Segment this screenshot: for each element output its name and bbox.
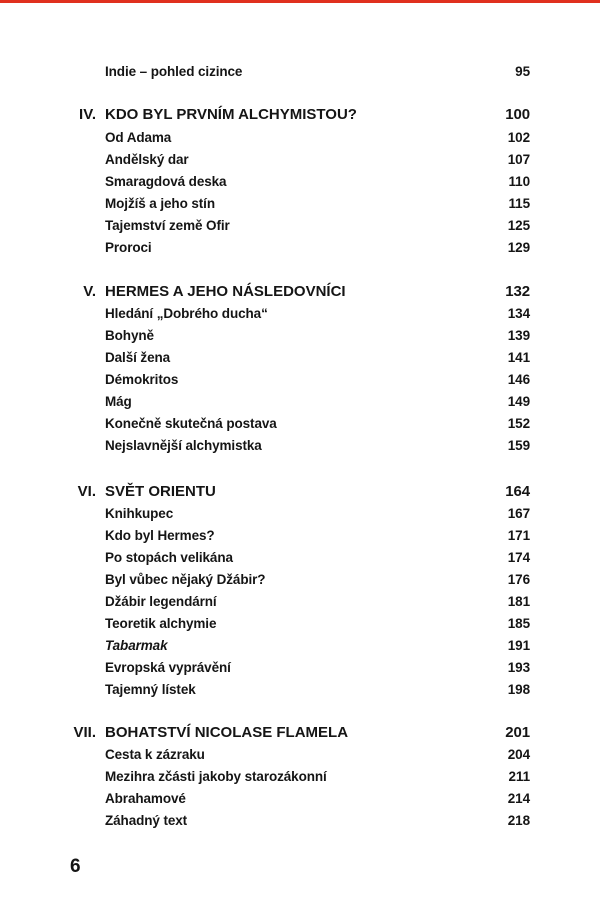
page-reference: 134 [507, 306, 530, 321]
page-reference: 185 [507, 616, 530, 631]
toc-entry-row [0, 303, 600, 325]
toc-entry-row [0, 525, 600, 547]
toc-entry-row [0, 635, 600, 657]
page-reference: 211 [508, 769, 530, 784]
section-title: Mág [105, 394, 132, 409]
section-title: Mojžíš a jeho stín [105, 196, 215, 211]
page-reference: 191 [507, 638, 530, 653]
toc-entry-row [0, 391, 600, 413]
top-red-rule [0, 0, 600, 3]
section-title: Evropská vyprávění [105, 660, 231, 675]
page-reference: 164 [505, 483, 530, 500]
page-reference: 171 [507, 528, 530, 543]
toc-entry-row [0, 547, 600, 569]
page-reference: 95 [515, 64, 530, 79]
section-title: Indie – pohled cizince [105, 64, 243, 79]
page-reference: 181 [507, 594, 530, 609]
page-reference: 132 [505, 283, 530, 300]
page-reference: 159 [507, 438, 530, 453]
section-title: Teoretik alchymie [105, 616, 217, 631]
page-reference: 193 [507, 660, 530, 675]
page-reference: 176 [507, 572, 530, 587]
page-reference: 218 [507, 813, 530, 828]
chapter-number: VII. [73, 724, 96, 741]
page-reference: 115 [508, 196, 530, 211]
section-title: Další žena [105, 350, 171, 365]
toc-chapter-row [0, 104, 600, 126]
section-title: Od Adama [105, 130, 172, 145]
toc-chapter-row [0, 481, 600, 503]
toc-entry-row [0, 503, 600, 525]
section-title: Andělský dar [105, 152, 189, 167]
toc-entry-row [0, 127, 600, 149]
section-title: Po stopách velikána [105, 550, 233, 565]
toc-entry-row [0, 171, 600, 193]
toc-entry-row [0, 766, 600, 788]
section-title: Nejslavnější alchymistka [105, 438, 262, 453]
toc-chapter-row [0, 281, 600, 303]
section-title: Démokritos [105, 372, 179, 387]
section-title: Džábir legendární [105, 594, 217, 609]
section-title: Bohyně [105, 328, 154, 343]
page-reference: 146 [507, 372, 530, 387]
toc-entry-row [0, 613, 600, 635]
section-title: Cesta k zázraku [105, 747, 205, 762]
toc-entry-row [0, 679, 600, 701]
toc-entry-row [0, 193, 600, 215]
section-title: Kdo byl Hermes? [105, 528, 215, 543]
chapter-number: V. [83, 283, 96, 300]
page-reference: 141 [507, 350, 530, 365]
chapter-title: BOHATSTVÍ NICOLASE FLAMELA [105, 724, 349, 741]
toc-entry-row [0, 347, 600, 369]
page-reference: 125 [507, 218, 530, 233]
page-reference: 100 [505, 106, 530, 123]
toc-entry-row [0, 569, 600, 591]
section-title: Záhadný text [105, 813, 188, 828]
toc-entry-row [0, 369, 600, 391]
page-reference: 139 [507, 328, 530, 343]
toc-entry-row [0, 591, 600, 613]
page-reference: 149 [507, 394, 530, 409]
toc-entry-row [0, 61, 600, 83]
page-reference: 174 [507, 550, 530, 565]
page-reference: 167 [507, 506, 530, 521]
toc-entry-row [0, 325, 600, 347]
page-reference: 152 [507, 416, 530, 431]
page-reference: 110 [508, 174, 530, 189]
section-title: Hledání „Dobrého ducha“ [105, 306, 268, 321]
page-reference: 204 [507, 747, 530, 762]
toc-entry-row [0, 788, 600, 810]
toc-entry-row [0, 149, 600, 171]
toc-entry-row [0, 413, 600, 435]
section-title: Konečně skutečná postava [105, 416, 277, 431]
page-reference: 198 [507, 682, 530, 697]
toc-entry-row [0, 435, 600, 457]
chapter-title: KDO BYL PRVNÍM ALCHYMISTOU? [105, 106, 357, 123]
chapter-number: IV. [79, 106, 96, 123]
page-reference: 129 [507, 240, 530, 255]
toc-entry-row [0, 744, 600, 766]
page-number: 6 [70, 856, 81, 877]
toc-entry-row [0, 810, 600, 832]
section-title: Byl vůbec nějaký Džábir? [105, 572, 266, 587]
section-title: Knihkupec [105, 506, 174, 521]
section-title: Tabarmak [105, 638, 168, 653]
section-title: Tajemství země Ofir [105, 218, 230, 233]
chapter-title: SVĚT ORIENTU [105, 483, 216, 500]
chapter-title: HERMES A JEHO NÁSLEDOVNÍCI [105, 283, 346, 300]
toc-entry-row [0, 657, 600, 679]
section-title: Tajemný lístek [105, 682, 196, 697]
section-title: Proroci [105, 240, 152, 255]
chapter-number: VI. [77, 483, 96, 500]
toc-entry-row [0, 215, 600, 237]
page-reference: 214 [507, 791, 530, 806]
section-title: Smaragdová deska [105, 174, 227, 189]
page-reference: 102 [507, 130, 530, 145]
page-reference: 107 [507, 152, 530, 167]
section-title: Abrahamové [105, 791, 186, 806]
section-title: Mezihra zčásti jakoby starozákonní [105, 769, 327, 784]
page-reference: 201 [505, 724, 530, 741]
toc-entry-row [0, 237, 600, 259]
toc-chapter-row [0, 722, 600, 744]
